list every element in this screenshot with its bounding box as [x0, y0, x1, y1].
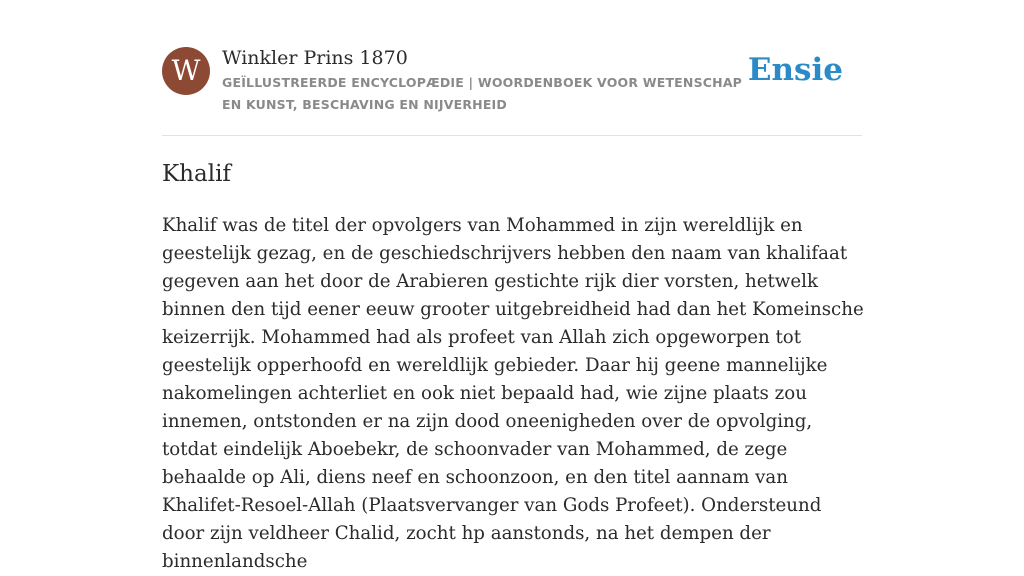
source-avatar[interactable]: W — [162, 47, 210, 95]
article-title: Khalif — [162, 161, 231, 187]
source-title[interactable]: Winkler Prins 1870 — [222, 47, 408, 69]
source-subtitle: GEÏLLUSTREERDE ENCYCLOPÆDIE | WOORDENBOEK VOOR WETENSCHAP EN KUNST, BESCHAVING EN NIJVERHEID — [222, 75, 743, 112]
article-body: Khalif was de titel der opvolgers van Mohammed in zijn wereldlijk en geestelijk gezag, en de geschiedschrijvers hebben den naam van khalifaat gegeven aan het door de Arabieren gestichte rijk dier vorsten, hetwelk binnen den tijd eener eeuw grooter uitgebreidheid had dan het Komeinsche keizerrijk. Mohammed had als profeet van Allah zich opgeworpen tot geestelijk opperhoofd en wereldlijk gebieder. Daar hij geene mannelijke nakomelingen achterliet en ook niet bepaald had, wie zijne plaats zou innemen, ontstonden er na zijn dood oneenigheden over de opvolging, totdat eindelijk Aboebekr, de schoonvader van Mohammed, de zege behaalde op Ali, diens neef en schoonzoon, en den titel aannam van Khalifet-Resoel-Allah (Plaatsvervanger van Gods Profeet). Ondersteund door zijn veldheer Chalid, zocht hp aanstonds, na het dempen der binnenlandsche — [162, 215, 864, 572]
ensie-logo-link[interactable]: Ensie — [747, 52, 843, 88]
source-header — [162, 46, 862, 116]
header-divider — [162, 135, 862, 136]
